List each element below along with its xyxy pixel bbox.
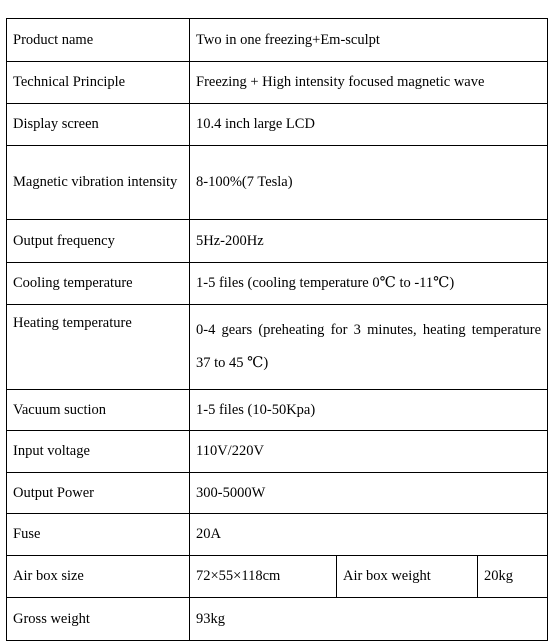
- row-label: Cooling temperature: [7, 263, 190, 305]
- row-value: 93kg: [190, 598, 548, 641]
- row-label: Vacuum suction: [7, 390, 190, 431]
- row-value: 5Hz-200Hz: [190, 220, 548, 263]
- row-label: Heating temperature: [7, 305, 190, 390]
- row-extra-label: Air box weight: [337, 556, 478, 598]
- table-row: [7, 104, 548, 146]
- row-label: Technical Principle: [7, 62, 190, 104]
- row-value: Freezing + High intensity focused magnetic wave: [190, 62, 548, 104]
- row-label: Output frequency: [7, 220, 190, 263]
- row-value: Two in one freezing+Em-sculpt: [190, 19, 548, 62]
- row-label: Display screen: [7, 104, 190, 146]
- table-row: [7, 473, 548, 514]
- row-label: Gross weight: [7, 598, 190, 641]
- row-label: Product name: [7, 19, 190, 62]
- table-row: [7, 556, 548, 598]
- table-row: [7, 263, 548, 305]
- row-value: 300-5000W: [190, 473, 548, 514]
- row-label: Input voltage: [7, 431, 190, 473]
- row-value: 1-5 files (10-50Kpa): [190, 390, 548, 431]
- row-label: Output Power: [7, 473, 190, 514]
- spec-table: [6, 18, 548, 641]
- table-row: [7, 431, 548, 473]
- row-value: 20A: [190, 514, 548, 556]
- row-value: 110V/220V: [190, 431, 548, 473]
- row-extra-value: 20kg: [478, 556, 548, 598]
- table-row: [7, 390, 548, 431]
- table-row: [7, 305, 548, 390]
- row-value: 1-5 files (cooling temperature 0℃ to -11℃): [190, 263, 548, 305]
- row-value: 0-4 gears (preheating for 3 minutes, heating temperature 37 to 45 ℃): [190, 305, 548, 390]
- row-label: Fuse: [7, 514, 190, 556]
- table-row: [7, 598, 548, 641]
- table-row: [7, 19, 548, 62]
- table-row: [7, 146, 548, 220]
- row-value: 72×55×118cm: [190, 556, 337, 598]
- table-row: [7, 514, 548, 556]
- table-row: [7, 220, 548, 263]
- row-value: 10.4 inch large LCD: [190, 104, 548, 146]
- row-label: Air box size: [7, 556, 190, 598]
- row-label: Magnetic vibration intensity: [7, 146, 190, 220]
- table-row: [7, 62, 548, 104]
- row-value: 8-100%(7 Tesla): [190, 146, 548, 220]
